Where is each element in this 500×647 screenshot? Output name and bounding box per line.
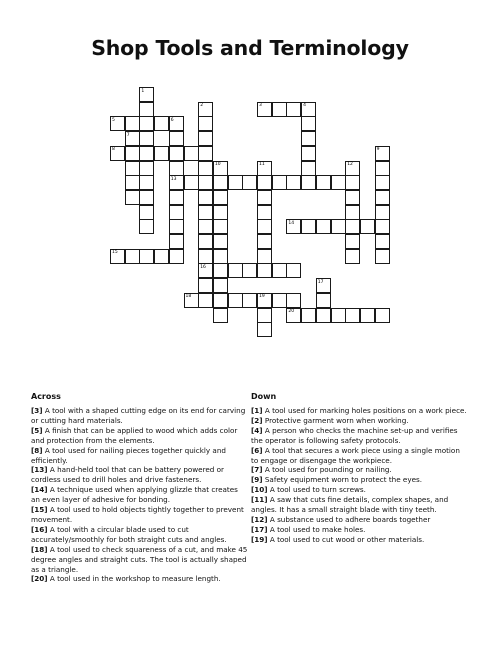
grid-cell[interactable] bbox=[169, 205, 184, 220]
grid-cell[interactable] bbox=[125, 116, 140, 131]
down-clue bbox=[251, 406, 469, 416]
clue-label: [1] bbox=[251, 406, 263, 415]
grid-cell[interactable] bbox=[228, 175, 243, 190]
grid-cell[interactable] bbox=[198, 219, 213, 234]
grid-cell[interactable] bbox=[213, 175, 228, 190]
grid-cell[interactable] bbox=[169, 219, 184, 234]
grid-cell[interactable] bbox=[198, 249, 213, 264]
grid-cell[interactable] bbox=[169, 131, 184, 146]
grid-cell[interactable] bbox=[125, 249, 140, 264]
grid-cell[interactable] bbox=[375, 234, 390, 249]
grid-cell[interactable] bbox=[331, 175, 346, 190]
clue-number: 11 bbox=[259, 162, 265, 167]
grid-cell[interactable] bbox=[286, 175, 301, 190]
grid-cell[interactable] bbox=[301, 161, 316, 176]
clue-label: [19] bbox=[251, 534, 268, 544]
down-clue bbox=[251, 495, 469, 515]
down-clue bbox=[251, 465, 469, 475]
grid-cell[interactable] bbox=[198, 131, 213, 146]
across-clue bbox=[31, 485, 249, 505]
clue-number: 6 bbox=[170, 117, 174, 123]
clue-text: A hand-held tool that can be battery powered or cordless used to drill holes and drive fasteners. bbox=[31, 465, 224, 485]
grid-cell[interactable] bbox=[228, 263, 243, 278]
grid-cell[interactable] bbox=[316, 293, 331, 308]
clue-label: [6] bbox=[251, 445, 263, 455]
clue-number: 2 bbox=[200, 103, 204, 109]
grid-cell[interactable] bbox=[375, 219, 390, 234]
grid-cell[interactable] bbox=[345, 205, 360, 220]
across-clue-list bbox=[31, 406, 249, 584]
grid-cell[interactable] bbox=[213, 234, 228, 249]
clue-text: Safety equipment worn to protect the eyes. bbox=[262, 475, 423, 485]
grid-cell[interactable] bbox=[139, 249, 154, 264]
grid-cell[interactable] bbox=[242, 293, 257, 308]
grid-cell[interactable] bbox=[198, 116, 213, 131]
grid-cell[interactable] bbox=[257, 263, 272, 278]
grid-cell[interactable] bbox=[301, 131, 316, 146]
clue-number: 7 bbox=[126, 132, 130, 138]
clue-label: [4] bbox=[251, 425, 263, 435]
grid-cell[interactable] bbox=[154, 116, 169, 131]
grid-cell[interactable] bbox=[184, 146, 199, 161]
clue-label: [15] bbox=[31, 505, 48, 515]
grid-cell[interactable] bbox=[198, 175, 213, 190]
grid-cell[interactable] bbox=[375, 175, 390, 190]
clue-label: [14] bbox=[31, 485, 48, 495]
grid-cell[interactable] bbox=[198, 146, 213, 161]
clue-label: [12] bbox=[251, 514, 268, 524]
grid-cell[interactable] bbox=[139, 205, 154, 220]
clue-label: [8] bbox=[31, 445, 43, 455]
grid-cell[interactable] bbox=[213, 263, 228, 278]
across-clue bbox=[31, 446, 249, 466]
clue-number: 18 bbox=[185, 294, 192, 300]
grid-cell[interactable] bbox=[198, 293, 213, 308]
clue-number: 9 bbox=[376, 147, 380, 153]
grid-cell[interactable] bbox=[301, 175, 316, 190]
grid-cell[interactable] bbox=[316, 219, 331, 234]
grid-cell[interactable] bbox=[316, 175, 331, 190]
clue-number: 10 bbox=[214, 162, 221, 167]
clue-text: A finish that can be applied to wood which adds color and protection from the elements. bbox=[31, 425, 238, 445]
down-clue bbox=[251, 525, 469, 535]
clue-label: [5] bbox=[31, 425, 43, 435]
grid-cell[interactable] bbox=[213, 293, 228, 308]
clue-label: [7] bbox=[251, 465, 263, 475]
grid-cell[interactable] bbox=[345, 190, 360, 205]
grid-cell[interactable] bbox=[169, 190, 184, 205]
clue-text: A tool that secures a work piece using a single motion to engage or disengage the workpiece. bbox=[251, 445, 460, 465]
grid-cell[interactable] bbox=[272, 293, 287, 308]
across-clue bbox=[31, 505, 249, 525]
clue-number: 20 bbox=[288, 309, 295, 314]
clue-label: [3] bbox=[31, 406, 43, 415]
page-title: Shop Tools and Terminology bbox=[91, 36, 409, 60]
grid-cell[interactable] bbox=[125, 175, 140, 190]
down-clue bbox=[251, 426, 469, 446]
across-clue bbox=[31, 465, 249, 485]
grid-cell[interactable] bbox=[257, 205, 272, 220]
grid-cell[interactable] bbox=[169, 161, 184, 176]
clue-number: 13 bbox=[170, 176, 177, 182]
grid-cell[interactable] bbox=[272, 263, 287, 278]
grid-cell[interactable] bbox=[154, 249, 169, 264]
down-clues bbox=[251, 392, 469, 545]
grid-cell[interactable] bbox=[375, 190, 390, 205]
grid-cell[interactable] bbox=[184, 175, 199, 190]
grid-cell[interactable] bbox=[213, 205, 228, 220]
grid-cell[interactable] bbox=[331, 308, 346, 323]
grid-cell[interactable] bbox=[169, 249, 184, 264]
grid-cell[interactable] bbox=[198, 161, 213, 176]
across-clue bbox=[31, 574, 249, 584]
grid-cell[interactable] bbox=[375, 308, 390, 323]
grid-cell[interactable] bbox=[125, 146, 140, 161]
clue-text: A tool used to hold objects tightly together to prevent movement. bbox=[31, 505, 244, 524]
clue-label: [17] bbox=[251, 524, 268, 534]
clue-number: 14 bbox=[288, 220, 295, 226]
clue-text: A saw that cuts fine details, complex shapes, and angles. It has a small straight blade with tiny teeth. bbox=[251, 495, 449, 515]
grid-cell[interactable] bbox=[125, 190, 140, 205]
down-clue bbox=[251, 416, 469, 426]
clue-text: A tool with a circular blade used to cut accurately/smoothly for both straight cuts and angles. bbox=[31, 524, 227, 544]
grid-cell[interactable] bbox=[139, 190, 154, 205]
grid-cell[interactable] bbox=[257, 234, 272, 249]
down-clue-list bbox=[251, 406, 469, 545]
across-clue bbox=[31, 406, 249, 426]
grid-cell[interactable] bbox=[301, 116, 316, 131]
clue-number: 1 bbox=[141, 88, 145, 94]
across-clue bbox=[31, 426, 249, 446]
down-clue bbox=[251, 485, 469, 495]
down-clue bbox=[251, 475, 469, 485]
across-clue bbox=[31, 545, 249, 575]
grid-cell[interactable] bbox=[286, 293, 301, 308]
grid-cell[interactable] bbox=[301, 219, 316, 234]
grid-cell[interactable] bbox=[139, 146, 154, 161]
clue-number: 4 bbox=[303, 103, 306, 109]
grid-cell[interactable] bbox=[286, 263, 301, 278]
grid-cell[interactable] bbox=[139, 102, 154, 117]
grid-cell[interactable] bbox=[375, 249, 390, 264]
grid-cell[interactable] bbox=[139, 131, 154, 146]
grid-cell[interactable] bbox=[139, 219, 154, 234]
grid-cell[interactable] bbox=[139, 175, 154, 190]
grid-cell[interactable] bbox=[257, 219, 272, 234]
grid-cell[interactable] bbox=[257, 249, 272, 264]
grid-cell[interactable] bbox=[345, 175, 360, 190]
clue-text: A tool used for nailing pieces together quickly and efficiently. bbox=[31, 445, 226, 465]
clue-text: Protective garment worn when working. bbox=[262, 415, 409, 425]
grid-cell[interactable] bbox=[139, 161, 154, 176]
grid-cell[interactable] bbox=[198, 278, 213, 293]
clue-text: A tool used to cut wood or other materials. bbox=[267, 534, 425, 544]
clue-text: A substance used to adhere boards together bbox=[267, 514, 431, 524]
grid-cell[interactable] bbox=[345, 249, 360, 264]
down-clue bbox=[251, 446, 469, 466]
clue-number: 5 bbox=[112, 117, 115, 123]
grid-cell[interactable] bbox=[198, 234, 213, 249]
clue-label: [2] bbox=[251, 415, 263, 425]
grid-cell[interactable] bbox=[272, 102, 287, 117]
clue-number: 3 bbox=[259, 103, 262, 109]
grid-cell[interactable] bbox=[301, 308, 316, 323]
grid-cell[interactable] bbox=[286, 102, 301, 117]
grid-cell[interactable] bbox=[228, 293, 243, 308]
clue-number: 17 bbox=[317, 279, 324, 285]
clue-text: A technique used when applying glizzle that creates an even layer of adhesive for bonding. bbox=[31, 485, 238, 505]
grid-cell[interactable] bbox=[125, 161, 140, 176]
grid-cell[interactable] bbox=[331, 219, 346, 234]
grid-cell[interactable] bbox=[213, 190, 228, 205]
clue-text: A tool used in the workshop to measure length. bbox=[47, 574, 221, 584]
clue-label: [20] bbox=[31, 574, 48, 584]
clue-text: A tool used to turn screws. bbox=[267, 485, 366, 495]
clue-label: [16] bbox=[31, 524, 48, 534]
grid-cell[interactable] bbox=[198, 190, 213, 205]
clue-number: 12 bbox=[347, 162, 353, 167]
clue-label: [11] bbox=[251, 495, 268, 505]
clue-number: 8 bbox=[112, 147, 115, 153]
grid-cell[interactable] bbox=[360, 219, 375, 234]
clue-label: [10] bbox=[251, 485, 268, 495]
grid-cell[interactable] bbox=[360, 308, 375, 323]
grid-cell[interactable] bbox=[213, 278, 228, 293]
clue-text: A tool with a shaped cutting edge on its end for carving or cutting hard materials. bbox=[31, 406, 246, 425]
grid-cell[interactable] bbox=[242, 175, 257, 190]
clue-text: A tool used for pounding or nailing. bbox=[262, 465, 392, 475]
grid-cell[interactable] bbox=[257, 190, 272, 205]
grid-cell[interactable] bbox=[375, 161, 390, 176]
clue-text: A tool used for marking holes positions on a work piece. bbox=[262, 406, 467, 415]
grid-cell[interactable] bbox=[272, 175, 287, 190]
clue-label: [13] bbox=[31, 465, 48, 475]
grid-cell[interactable] bbox=[345, 234, 360, 249]
grid-cell[interactable] bbox=[301, 146, 316, 161]
grid-cell[interactable] bbox=[169, 234, 184, 249]
clue-text: A tool used to make holes. bbox=[267, 524, 366, 534]
grid-cell[interactable] bbox=[375, 205, 390, 220]
down-clue bbox=[251, 515, 469, 525]
grid-cell[interactable] bbox=[345, 308, 360, 323]
grid-cell[interactable] bbox=[213, 249, 228, 264]
clue-number: 15 bbox=[112, 250, 118, 256]
grid-cell[interactable] bbox=[139, 116, 154, 131]
grid-cell[interactable] bbox=[345, 219, 360, 234]
across-clues bbox=[31, 392, 249, 584]
clue-label: [9] bbox=[251, 475, 263, 485]
grid-cell[interactable] bbox=[213, 219, 228, 234]
down-clue bbox=[251, 535, 469, 545]
grid-cell[interactable] bbox=[242, 263, 257, 278]
across-clue bbox=[31, 525, 249, 545]
grid-cell[interactable] bbox=[154, 146, 169, 161]
clue-text: A tool used to check squareness of a cut, and make 45 degree angles and straight cuts. The tool is actually shaped as a triangle. bbox=[31, 544, 248, 574]
grid-cell[interactable] bbox=[316, 308, 331, 323]
across-heading: Across bbox=[31, 392, 61, 401]
clue-text: A person who checks the machine set-up and verifies the operator is following safety protocols. bbox=[251, 425, 458, 445]
down-heading: Down bbox=[251, 392, 277, 401]
grid-cell[interactable] bbox=[198, 205, 213, 220]
clue-number: 19 bbox=[259, 294, 265, 300]
clue-number: 16 bbox=[200, 264, 206, 270]
grid-cell[interactable] bbox=[169, 146, 184, 161]
grid-cell[interactable] bbox=[213, 308, 228, 323]
grid-cell[interactable] bbox=[257, 322, 272, 337]
grid-cell[interactable] bbox=[257, 175, 272, 190]
grid-cell[interactable] bbox=[257, 308, 272, 323]
clue-label: [18] bbox=[31, 544, 48, 554]
